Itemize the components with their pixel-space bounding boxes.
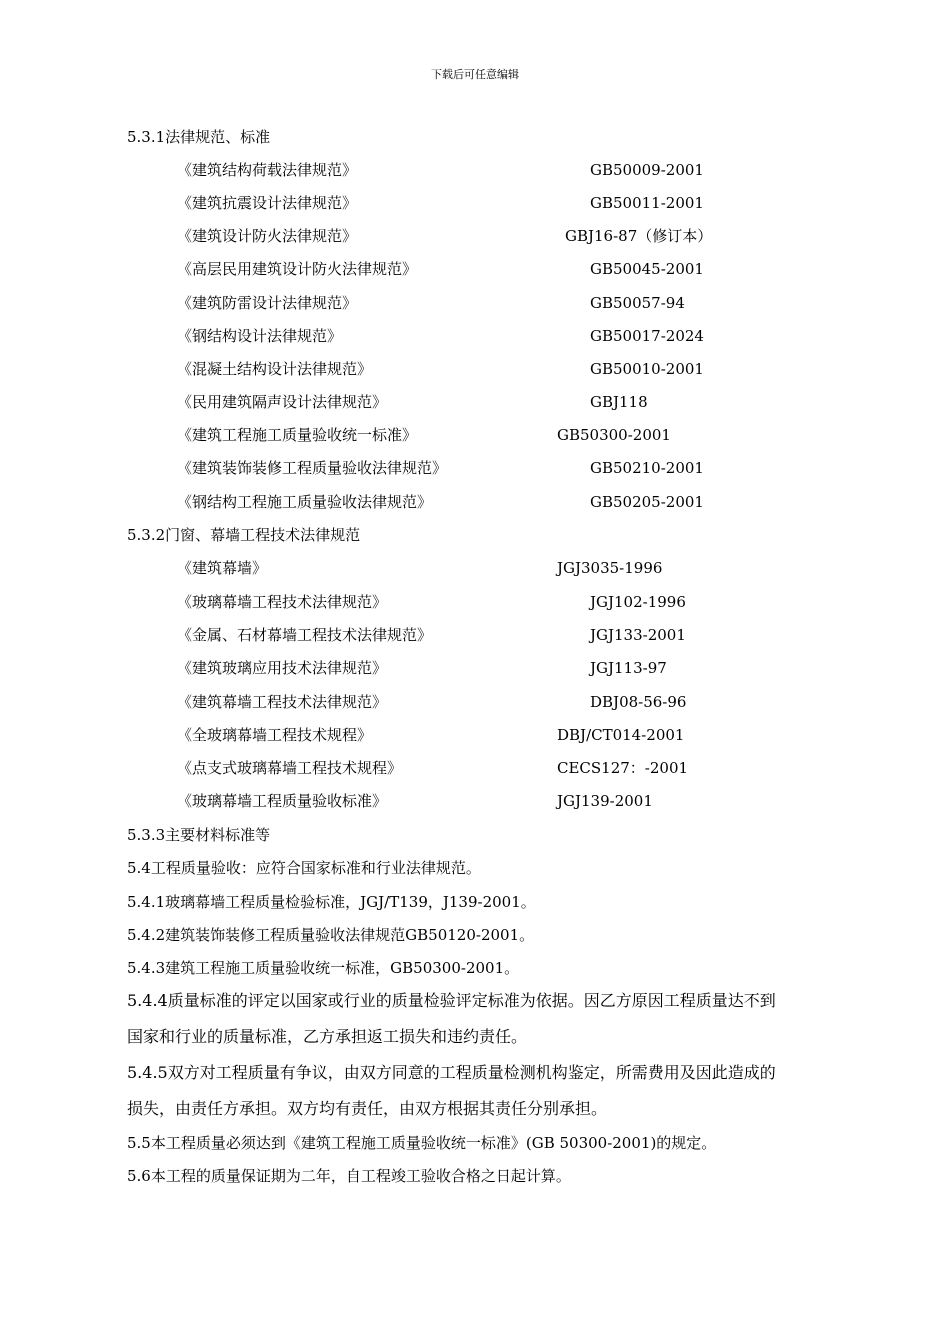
standard-code: GB50011-2001 bbox=[590, 194, 704, 212]
paragraph-5-4-2: 5.4.2建筑装饰装修工程质量验收法律规范GB50120-2001。 bbox=[127, 926, 535, 944]
standard-code: GB50010-2001 bbox=[590, 360, 704, 378]
standard-name: 《全玻璃幕墙工程技术规程》 bbox=[177, 726, 373, 744]
section-heading-5-3-1: 5.3.1法律规范、标准 bbox=[127, 128, 271, 146]
standard-code: GBJ118 bbox=[590, 393, 648, 411]
paragraph-5-4-3: 5.4.3建筑工程施工质量验收统一标准，GB50300-2001。 bbox=[127, 959, 520, 977]
standard-code: DBJ08-56-96 bbox=[590, 693, 687, 711]
paragraph-5-4-1: 5.4.1玻璃幕墙工程质量检验标准，JGJ/T139，J139-2001。 bbox=[127, 893, 536, 911]
paragraph-5-4: 5.4工程质量验收：应符合国家标准和行业法律规范。 bbox=[127, 859, 481, 877]
standard-name: 《钢结构设计法律规范》 bbox=[177, 327, 343, 345]
standard-code: JGJ133-2001 bbox=[590, 626, 686, 644]
paragraph-5-4-5-line2: 损失，由责任方承担。双方均有责任，由双方根据其责任分别承担。 bbox=[127, 1099, 608, 1118]
standard-code: JGJ102-1996 bbox=[590, 593, 686, 611]
standard-code: GB50017-2024 bbox=[590, 327, 704, 345]
standard-name: 《高层民用建筑设计防火法律规范》 bbox=[177, 260, 418, 278]
paragraph-5-4-4-line2: 国家和行业的质量标准，乙方承担返工损失和违约责任。 bbox=[127, 1027, 528, 1046]
standard-code: JGJ3035-1996 bbox=[557, 559, 663, 577]
standard-name: 《建筑装饰装修工程质量验收法律规范》 bbox=[177, 459, 448, 477]
paragraph-5-6: 5.6本工程的质量保证期为二年，自工程竣工验收合格之日起计算。 bbox=[127, 1167, 571, 1185]
section-heading-5-3-3: 5.3.3主要材料标准等 bbox=[127, 826, 271, 844]
standard-name: 《金属、石材幕墙工程技术法律规范》 bbox=[177, 626, 433, 644]
standard-name: 《混凝土结构设计法律规范》 bbox=[177, 360, 373, 378]
standard-name: 《建筑防雷设计法律规范》 bbox=[177, 294, 358, 312]
standard-name: 《民用建筑隔声设计法律规范》 bbox=[177, 393, 388, 411]
page-header: 下载后可任意编辑 bbox=[431, 68, 519, 81]
standard-name: 《建筑幕墙》 bbox=[177, 559, 268, 577]
standard-name: 《点支式玻璃幕墙工程技术规程》 bbox=[177, 759, 403, 777]
standard-name: 《建筑设计防火法律规范》 bbox=[177, 227, 358, 245]
paragraph-5-5: 5.5本工程质量必须达到《建筑工程施工质量验收统一标准》(GB 50300-2001)的规定。 bbox=[127, 1134, 717, 1152]
standard-name: 《建筑结构荷载法律规范》 bbox=[177, 161, 358, 179]
standard-code: JGJ113-97 bbox=[590, 659, 667, 677]
standard-code: CECS127：-2001 bbox=[557, 759, 689, 777]
standard-name: 《玻璃幕墙工程质量验收标准》 bbox=[177, 792, 388, 810]
standard-code: GBJ16-87（修订本） bbox=[565, 227, 713, 245]
standard-code: GB50205-2001 bbox=[590, 493, 704, 511]
standard-code: GB50057-94 bbox=[590, 294, 685, 312]
paragraph-5-4-5-line1: 5.4.5双方对工程质量有争议，由双方同意的工程质量检测机构鉴定，所需费用及因此造成的 bbox=[127, 1063, 776, 1082]
standard-name: 《建筑工程施工质量验收统一标准》 bbox=[177, 426, 418, 444]
standard-name: 《钢结构工程施工质量验收法律规范》 bbox=[177, 493, 433, 511]
standard-code: GB50009-2001 bbox=[590, 161, 704, 179]
standard-code: DBJ/CT014-2001 bbox=[557, 726, 685, 744]
standard-code: JGJ139-2001 bbox=[557, 792, 653, 810]
standard-code: GB50210-2001 bbox=[590, 459, 704, 477]
standard-name: 《建筑玻璃应用技术法律规范》 bbox=[177, 659, 388, 677]
paragraph-5-4-4-line1: 5.4.4质量标准的评定以国家或行业的质量检验评定标准为依据。因乙方原因工程质量达不到 bbox=[127, 991, 776, 1010]
section-heading-5-3-2: 5.3.2门窗、幕墙工程技术法律规范 bbox=[127, 526, 361, 544]
standard-name: 《玻璃幕墙工程技术法律规范》 bbox=[177, 593, 388, 611]
standard-code: GB50045-2001 bbox=[590, 260, 704, 278]
standard-name: 《建筑幕墙工程技术法律规范》 bbox=[177, 693, 388, 711]
standard-code: GB50300-2001 bbox=[557, 426, 671, 444]
standard-name: 《建筑抗震设计法律规范》 bbox=[177, 194, 358, 212]
